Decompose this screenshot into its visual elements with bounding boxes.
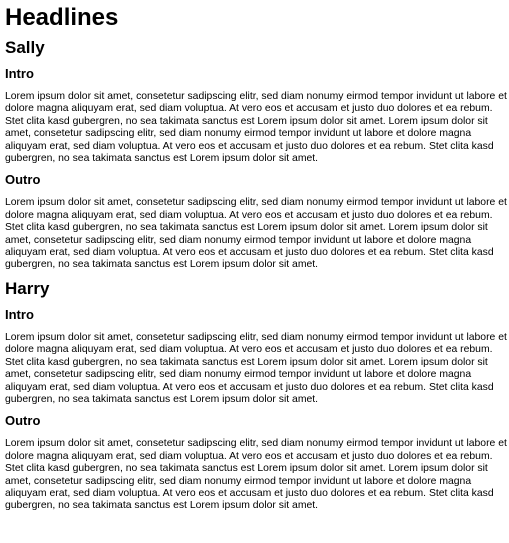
paragraph: Lorem ipsum dolor sit amet, consetetur sadipscing elitr, sed diam nonumy eirmod tempor invidunt ut labore et dolore magna aliquyam erat, sed diam voluptua. At vero eos et accusam et justo duo dolores et ea rebum. Stet clita kasd gubergren, no sea takimata sanctus est Lorem ipsum dolor sit amet. Lorem ipsum dolor sit amet, consetetur sadipscing elitr, sed diam nonumy eirmod tempor invidunt ut labore et dolore magna aliquyam erat, sed diam voluptua. At vero eos et accusam et justo duo dolores et ea rebum. Stet clita kasd gubergren, no sea takimata sanctus est Lorem ipsum dolor sit amet. (5, 197, 507, 271)
person-heading: Harry (5, 278, 50, 298)
subsection-heading: Outro (5, 172, 41, 188)
paragraph: Lorem ipsum dolor sit amet, consetetur sadipscing elitr, sed diam nonumy eirmod tempor invidunt ut labore et dolore magna aliquyam erat, sed diam voluptua. At vero eos et accusam et justo duo dolores et ea rebum. Stet clita kasd gubergren, no sea takimata sanctus est Lorem ipsum dolor sit amet. Lorem ipsum dolor sit amet, consetetur sadipscing elitr, sed diam nonumy eirmod tempor invidunt ut labore et dolore magna aliquyam erat, sed diam voluptua. At vero eos et accusam et justo duo dolores et ea rebum. Stet clita kasd gubergren, no sea takimata sanctus est Lorem ipsum dolor sit amet. (5, 91, 507, 165)
paragraph: Lorem ipsum dolor sit amet, consetetur sadipscing elitr, sed diam nonumy eirmod tempor invidunt ut labore et dolore magna aliquyam erat, sed diam voluptua. At vero eos et accusam et justo duo dolores et ea rebum. Stet clita kasd gubergren, no sea takimata sanctus est Lorem ipsum dolor sit amet. Lorem ipsum dolor sit amet, consetetur sadipscing elitr, sed diam nonumy eirmod tempor invidunt ut labore et dolore magna aliquyam erat, sed diam voluptua. At vero eos et accusam et justo duo dolores et ea rebum. Stet clita kasd gubergren, no sea takimata sanctus est Lorem ipsum dolor sit amet. (5, 331, 507, 405)
subsection-heading: Intro (5, 66, 34, 81)
subsection-intro (5, 307, 507, 406)
subsection-intro (5, 66, 507, 165)
subsection-heading: Outro (5, 413, 41, 429)
page-title: Headlines (5, 4, 119, 31)
person-section-harry (5, 279, 507, 513)
paragraph: Lorem ipsum dolor sit amet, consetetur sadipscing elitr, sed diam nonumy eirmod tempor invidunt ut labore et dolore magna aliquyam erat, sed diam voluptua. At vero eos et accusam et justo duo dolores et ea rebum. Stet clita kasd gubergren, no sea takimata sanctus est Lorem ipsum dolor sit amet. Lorem ipsum dolor sit amet, consetetur sadipscing elitr, sed diam nonumy eirmod tempor invidunt ut labore et dolore magna aliquyam erat, sed diam voluptua. At vero eos et accusam et justo duo dolores et ea rebum. Stet clita kasd gubergren, no sea takimata sanctus est Lorem ipsum dolor sit amet. (5, 438, 507, 512)
person-heading: Sally (5, 38, 45, 57)
subsection-outro (5, 172, 507, 271)
subsection-heading: Intro (5, 306, 34, 322)
subsection-outro (5, 413, 507, 512)
person-section-sally (5, 38, 507, 272)
